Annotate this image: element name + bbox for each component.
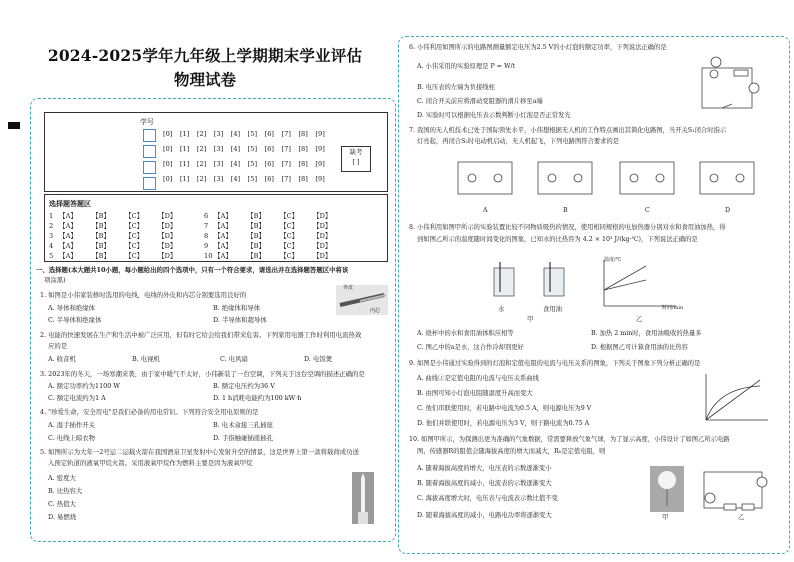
q9-iv-graph [700, 370, 772, 428]
question-10: 10. 如图甲所示，为探测出更为准确的气象数据，常需要释放气象气球，为了显示高度，小伟设计了如图乙所示电路 [409, 436, 730, 443]
q10-option-c: C. 海拔高度增大时，电压表与电流表示数比值不变 [417, 495, 558, 502]
q9-option-a: A. 曲线①是定值电阻的电流与电压关系曲线 [417, 375, 539, 382]
q3-option-b: B. 额定电压约为36 V [213, 382, 275, 390]
q6-option-d: D. 实验时可以根据电压表示数判断小灯泡是否正常发光 [417, 112, 571, 119]
q6-option-c: C. 闭合开关前应将滑动变阻器的滑片移至a端 [417, 98, 543, 105]
q1-option-d: D. 半导体和超导体 [213, 316, 267, 324]
q7-label-b: B [563, 207, 568, 214]
weather-balloon-photo [650, 466, 684, 512]
student-id-cell[interactable] [143, 177, 156, 190]
question-7-cont: 灯亮起，再闭合S₂时电动机启动，无人机起飞，下列电路图符合要求的是 [417, 138, 620, 145]
choice-row[interactable]: 1 【A】 【B】 【C】 【D】 [49, 212, 177, 220]
q10-option-b: B. 随着海拔高度的减小，电流表的示数逐渐变大 [417, 480, 552, 487]
q10-label-yi: 乙 [738, 514, 745, 521]
student-id-cells [143, 129, 156, 193]
exam-subtitle: 物理试卷 [173, 70, 236, 89]
q7-circuit-diagrams [456, 154, 756, 210]
student-id-digits [163, 130, 325, 190]
question-5-cont: 入预定轨道的液氧甲烷火箭。采用液氧甲烷作为燃料主要是因为液氧甲烷 [48, 459, 253, 467]
q8-beaker-figure [486, 262, 582, 306]
digit-row[interactable]: [0] [1] [2] [3] [4] [5] [6] [7] [8] [9] [163, 160, 325, 168]
choice-row[interactable]: 10 【A】 【B】 【C】 【D】 [204, 252, 332, 260]
q8-label-jia: 甲 [527, 316, 534, 323]
q8-axis-y: 温度/℃ [604, 257, 622, 263]
choice-row[interactable]: 4 【A】 【B】 【C】 【D】 [49, 242, 177, 250]
absent-bracket: [ ] [352, 158, 360, 166]
q8-label-oil: 食用油 [543, 306, 562, 313]
q3-option-a: A. 额定功率约为1100 W [48, 382, 120, 390]
q8-label-yi: 乙 [636, 316, 643, 323]
q4-option-a: A. 湿手插作开关 [48, 421, 96, 429]
q9-option-d: D. 他们并联使用时，若电源电压为3 V，则干路电流为0.75 A [417, 420, 590, 427]
q6-circuit-figure [692, 52, 764, 116]
section-heading: 一、选择题(本大题共10小题，每小题给出的四个选项中，只有一个符合要求，请选出并在选择题答题区中将该 [36, 266, 349, 274]
q8-option-a: A. 烧杯中的水和食用油体积应相等 [417, 330, 514, 337]
q5-option-d: D. 易燃烧 [48, 513, 77, 521]
q2-option-b: B. 电视机 [132, 355, 160, 363]
question-10-cont: 图，传感器R的阻值会随海拔高度的增大而减大，R₀是定值电阻，则 [417, 448, 606, 455]
q1-option-b: B. 绝缘体和导体 [213, 304, 261, 312]
question-4: 4. "珍爱生命，安全用电"是我们必备的用电常识。下列符合安全用电原则的是 [40, 408, 259, 416]
choice-row[interactable]: 2 【A】 【B】 【C】 【D】 [49, 222, 177, 230]
q8-label-water: 水 [498, 306, 505, 313]
registration-mark [8, 122, 20, 129]
question-2-cont: 应的是 [48, 342, 68, 350]
student-id-cell[interactable] [143, 129, 156, 142]
choice-grid-left [49, 210, 191, 260]
q4-option-c: C. 电线上晾衣物 [48, 434, 96, 442]
q3-option-c: C. 额定电流约为1 A [48, 394, 106, 402]
q8-axis-x: 时间/min [662, 305, 684, 311]
question-1: 1. 如图是小伟家装修时选用的电线，电线的外皮和内芯分别要选用良好的 [40, 291, 247, 299]
q2-option-c: C. 电风扇 [220, 355, 248, 363]
absent-box[interactable] [341, 146, 371, 172]
question-5: 5. 如图所示为大年一2号运二运载火箭在我国酒泉卫星发射中心发射升空的情景，这是世界上第一款将载荷成功送 [40, 448, 359, 456]
absent-label: 缺考 [349, 148, 363, 156]
choice-row[interactable]: 6 【A】 【B】 【C】 【D】 [204, 212, 332, 220]
question-3: 3. 2023年的冬天，一场寒潮来袭，由于家中暖气不太好，小伟新装了一台空调，下列关于这台空调的描述正确的是 [40, 370, 365, 378]
student-id-cell[interactable] [143, 145, 156, 158]
q7-label-a: A [483, 207, 488, 214]
q7-label-c: C [645, 207, 650, 214]
q8-option-b: B. 加热 2 min时，食用油吸收的热量多 [591, 330, 702, 337]
q10-label-jia: 甲 [662, 514, 669, 521]
question-8-cont: 到如图乙所示的温度随时间变化的图象，已知水的比热容为 4.2 × 10³ J/(kg·℃)，下列说法正确的是 [417, 236, 698, 243]
student-id-label: 学号 [140, 118, 154, 126]
choice-row[interactable]: 7 【A】 【B】 【C】 【D】 [204, 222, 332, 230]
q8-option-c: C. 图乙中的a是水，这合作冷却剂更好 [417, 344, 524, 351]
section-heading-cont: 项涂黑) [44, 276, 66, 284]
digit-row[interactable]: [0] [1] [2] [3] [4] [5] [6] [7] [8] [9] [163, 175, 325, 183]
wire-label-inner: 内芯 [370, 308, 381, 314]
q2-option-a: A. 收音机 [48, 355, 76, 363]
rocket-photo [352, 472, 374, 524]
q5-option-b: B. 比热容大 [48, 487, 83, 495]
q5-option-a: A. 密度大 [48, 474, 76, 482]
q2-option-d: D. 电饭煲 [304, 355, 333, 363]
q10-circuit-figure [696, 462, 770, 514]
digit-row[interactable]: [0] [1] [2] [3] [4] [5] [6] [7] [8] [9] [163, 145, 325, 153]
choice-row[interactable]: 5 【A】 【B】 【C】 【D】 [49, 252, 177, 260]
q10-option-d: D. 随着海拔高度的减小，电路电功率将逐渐变大 [417, 512, 552, 519]
question-6: 6. 小伟利用如图所示的电路图测量额定电压为2.5 V的小灯泡的额定功率，下列说法正确的是 [409, 44, 667, 51]
q4-option-b: B. 电术盒接三孔插座 [213, 421, 273, 429]
q6-option-b: B. 电压表的左端为负接线柱 [417, 84, 495, 91]
q4-option-d: D. 手指触碰插座插孔 [213, 434, 274, 442]
choice-grid-right [204, 210, 346, 260]
digit-row[interactable]: [0] [1] [2] [3] [4] [5] [6] [7] [8] [9] [163, 130, 325, 138]
exam-title: 2024-2025学年九年级上学期期末学业评估 [47, 46, 363, 65]
choice-row[interactable]: 9 【A】 【B】 【C】 【D】 [204, 242, 332, 250]
question-7: 7. 我国的无人机技术已处于国际领先水平，小伟想根据无人机的工作特点画出其简化电路图，当开关S₁闭合时指示 [409, 127, 727, 134]
q9-option-c: C. 他们串联使用时，若电路中电流为0.5 A，则电源电压为9 V [417, 405, 592, 412]
q10-option-a: A. 随着海拔高度的增大，电压表的示数逐渐变小 [417, 465, 552, 472]
q5-option-c: C. 热值大 [48, 500, 76, 508]
choice-title: 选择题答题区 [49, 199, 91, 208]
student-id-cell[interactable] [143, 161, 156, 174]
choice-row[interactable]: 3 【A】 【B】 【C】 【D】 [49, 232, 177, 240]
wire-label-outer: 外皮 [343, 285, 354, 291]
q6-option-a: A. 小伟采用的实验原理是 P = W/t [417, 63, 516, 70]
q9-option-b: B. 由图可知小灯泡电阻随温度升高而变大 [417, 390, 533, 397]
question-9: 9. 如图是小伟通过实验得到的灯泡和定值电阻的电流与电压关系的图象，下列关于图象下列分析正确的是 [409, 360, 701, 367]
question-8: 8. 小伟利用如图甲所示的实验装置比较不同物质吸热的情况，使用相同规格的电加热器分别对水和食用油加热，得 [409, 224, 726, 231]
question-2: 2. 电能的快速发展在生产和生活中被广泛应用，但有时它给会给我们带来危害。下列家用电器工作时利用电流热效 [40, 331, 362, 339]
q3-option-d: D. 1 h消耗电能约为100 kW·h [213, 394, 302, 402]
q1-option-a: A. 导体和绝缘体 [48, 304, 96, 312]
choice-row[interactable]: 8 【A】 【B】 【C】 【D】 [204, 232, 332, 240]
q8-option-d: D. 根据图乙可计算食用油的比热容 [591, 344, 688, 351]
q1-option-c: C. 半导体和绝缘体 [48, 316, 102, 324]
q7-label-d: D [725, 207, 731, 214]
